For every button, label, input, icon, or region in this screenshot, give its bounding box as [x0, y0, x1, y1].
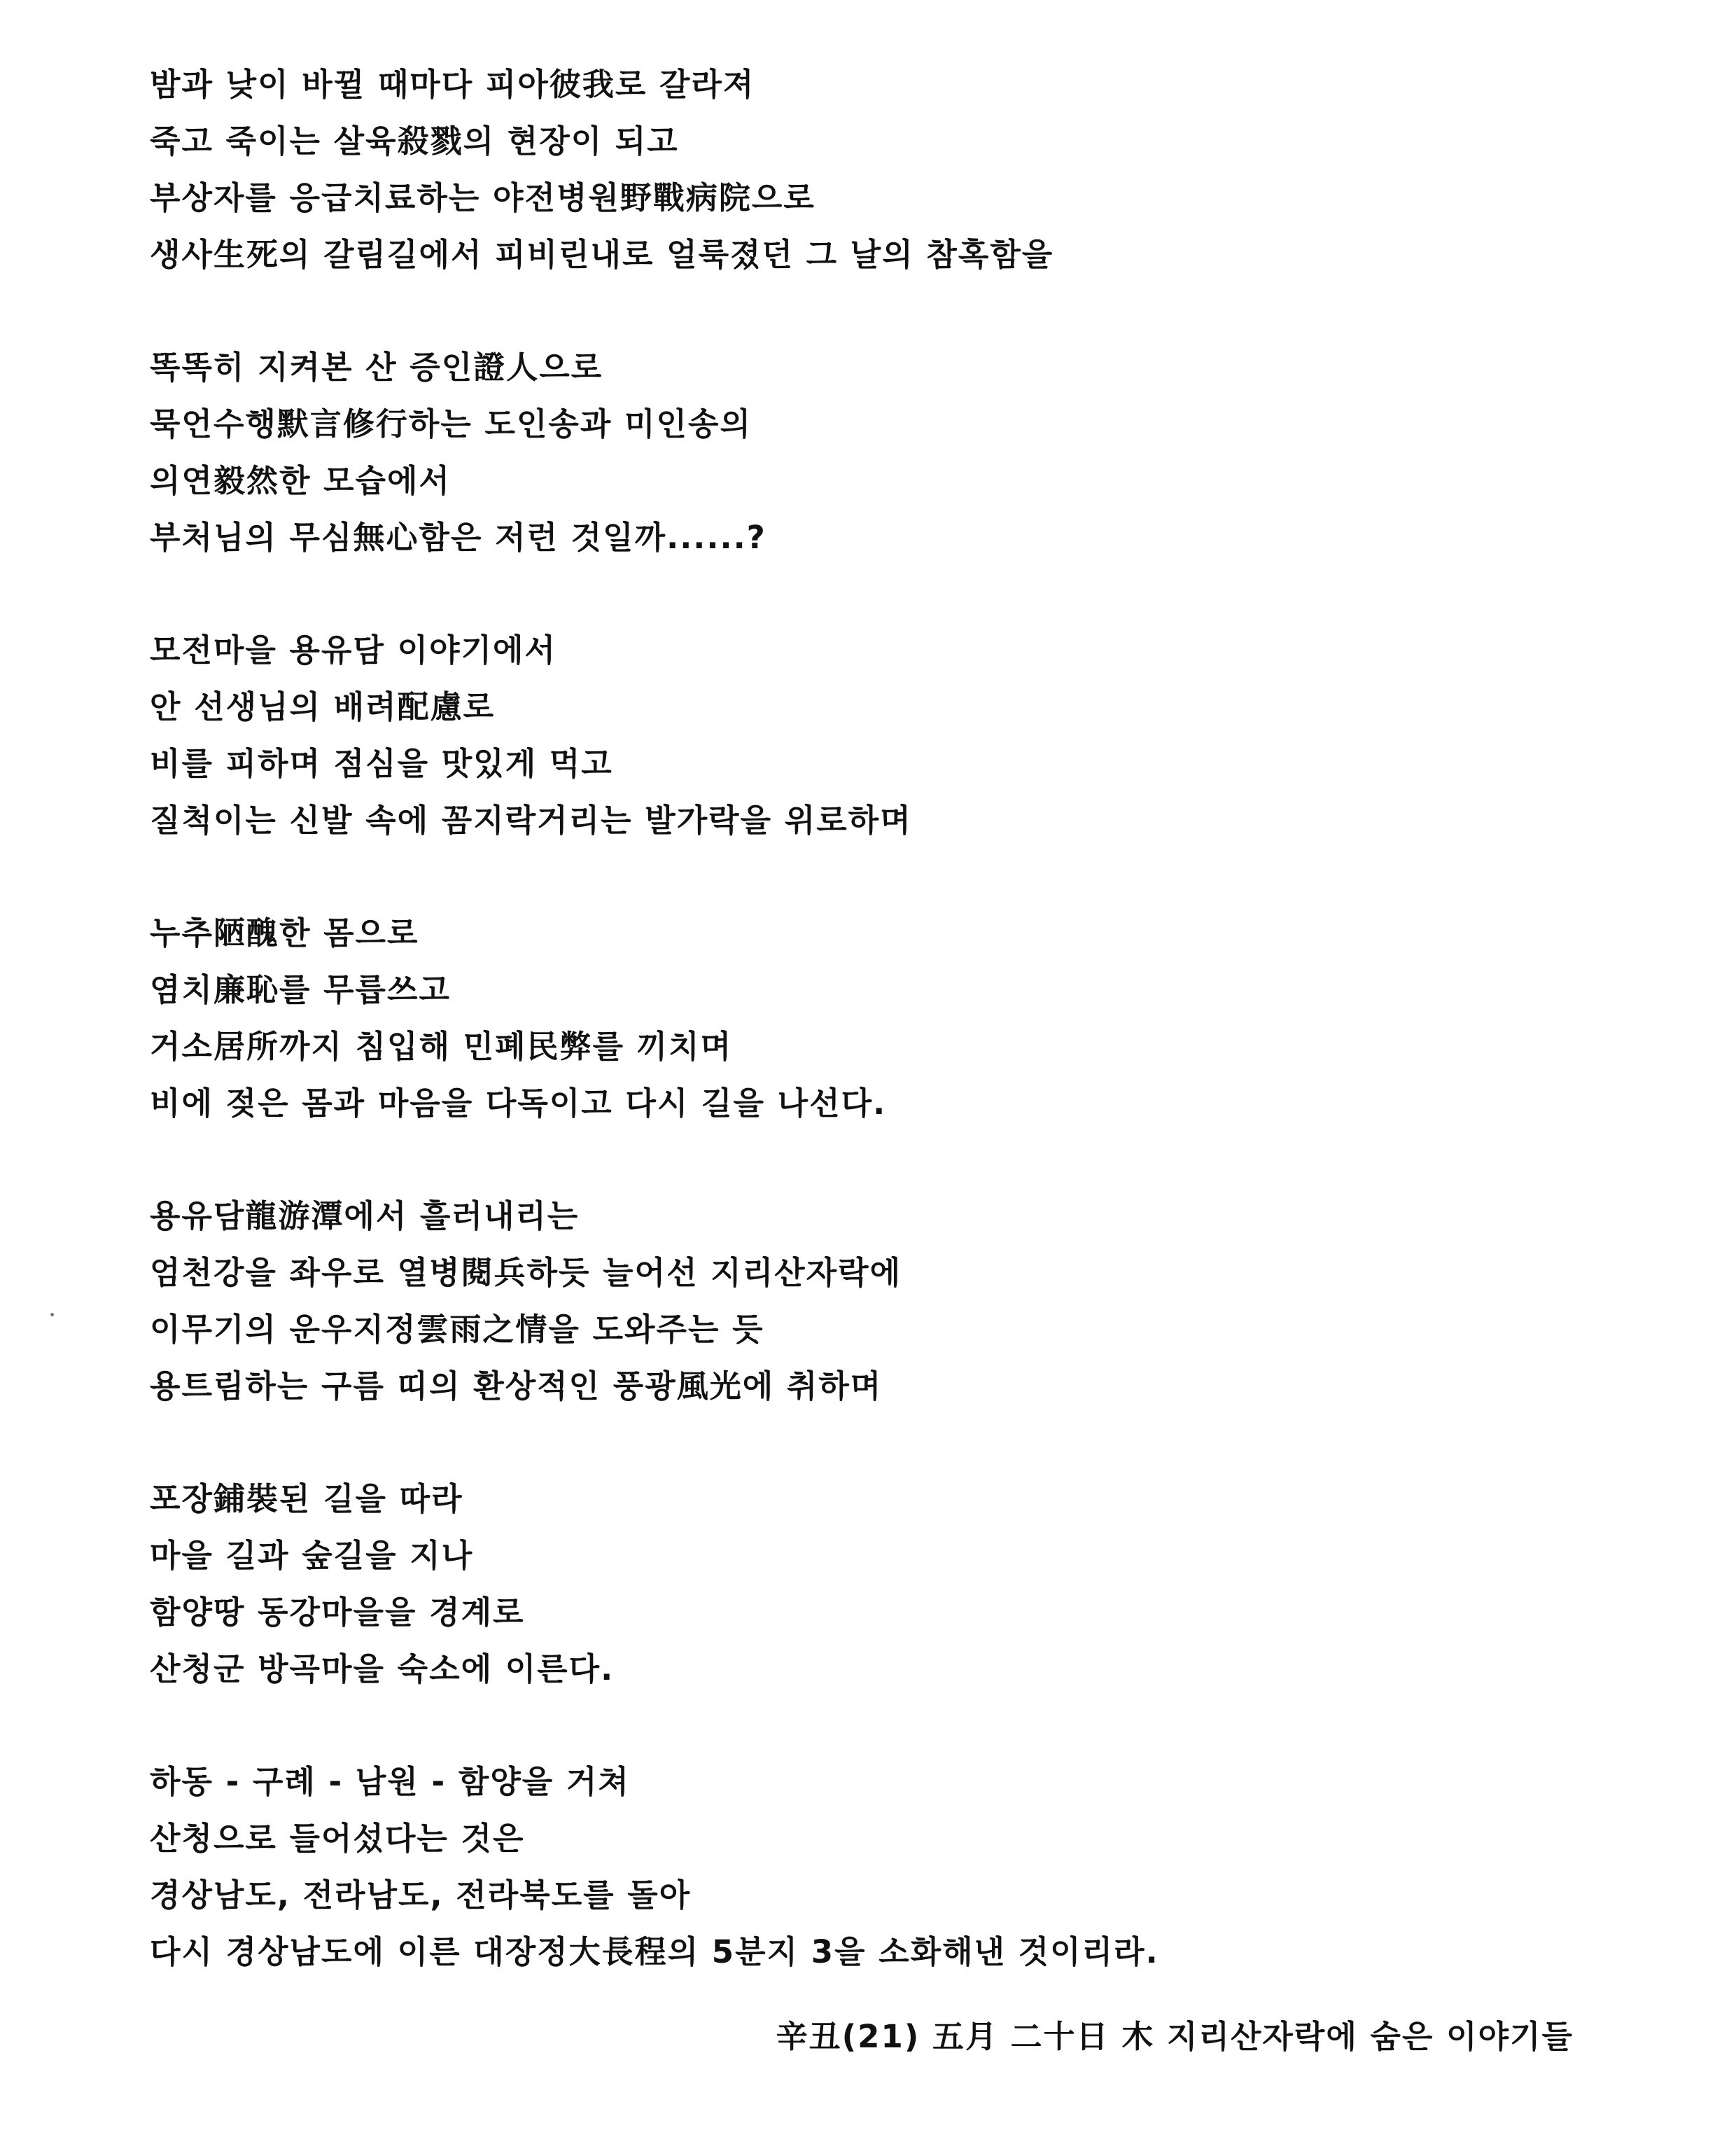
poem-line: 누추陋醜한 몸으로: [150, 914, 419, 952]
poem-line: 똑똑히 지켜본 산 증인證人으로: [150, 349, 603, 386]
poem-line: 하동 - 구례 - 남원 - 함양을 거쳐: [150, 1763, 630, 1800]
stanza-2: [150, 339, 1620, 566]
stanza-3: [150, 622, 1620, 849]
scan-speck: [50, 1313, 54, 1316]
stanza-7: [150, 1753, 1620, 1980]
poem-line: 포장鋪裝된 길을 따라: [150, 1480, 463, 1517]
poem-line: 산청군 방곡마을 숙소에 이른다.: [150, 1650, 615, 1687]
poem-line: 모전마을 용유담 이야기에서: [150, 632, 556, 669]
poem-line: 생사生死의 갈림길에서 피비린내로 얼룩졌던 그 날의 참혹함을: [150, 236, 1054, 273]
poem-line: 안 선생님의 배려配慮로: [150, 688, 496, 725]
poem-body: [150, 56, 1620, 2036]
poem-line: 죽고 죽이는 살육殺戮의 현장이 되고: [150, 123, 679, 160]
poem-line: 거소居所까지 침입해 민폐民弊를 끼치며: [150, 1028, 733, 1065]
poem-line: 함양땅 동강마을을 경계로: [150, 1594, 525, 1631]
poem-line: 다시 경상남도에 이른 대장정大長程의 5분지 3을 소화해낸 것이리라.: [150, 1933, 1159, 1970]
poem-line: 경상남도, 전라남도, 전라북도를 돌아: [150, 1877, 692, 1914]
stanza-5: [150, 1188, 1620, 1414]
poem-line: 염치廉恥를 무릅쓰고: [150, 971, 451, 1008]
poem-line: 용유담龍游潭에서 흘러내리는: [150, 1197, 580, 1234]
poem-line: 비에 젖은 몸과 마음을 다독이고 다시 길을 나선다.: [150, 1085, 887, 1122]
poem-line: 마을 길과 숲길을 지나: [150, 1537, 474, 1574]
stanza-6: [150, 1470, 1620, 1697]
poem-line: 밤과 낮이 바뀔 때마다 피아彼我로 갈라져: [150, 66, 755, 103]
poem-line: 엄천강을 좌우로 열병閱兵하듯 늘어선 지리산자락에: [150, 1254, 902, 1291]
poem-line: 부상자를 응급치료하는 야전병원野戰病院으로: [150, 179, 816, 216]
poem-line: 묵언수행默言修行하는 도인송과 미인송의: [150, 405, 752, 443]
signature-dateline: 辛丑(21) 五月 二十日 木 지리산자락에 숨은 이야기들: [776, 2018, 1574, 2055]
stanza-4: [150, 905, 1620, 1132]
stanza-1: [150, 56, 1620, 283]
poem-line: 질척이는 신발 속에 꼼지락거리는 발가락을 위로하며: [150, 802, 912, 839]
poem-line: 비를 피하며 점심을 맛있게 먹고: [150, 745, 613, 782]
poem-line: 부처님의 무심無心함은 저런 것일까......?: [150, 519, 766, 556]
poem-line: 용트림하는 구름 띠의 환상적인 풍광風光에 취하며: [150, 1367, 883, 1405]
poem-line: 산청으로 들어섰다는 것은: [150, 1820, 525, 1857]
poem-line: 의연毅然한 모습에서: [150, 462, 451, 499]
poem-line: 이무기의 운우지정雲雨之情을 도와주는 듯: [150, 1311, 764, 1348]
